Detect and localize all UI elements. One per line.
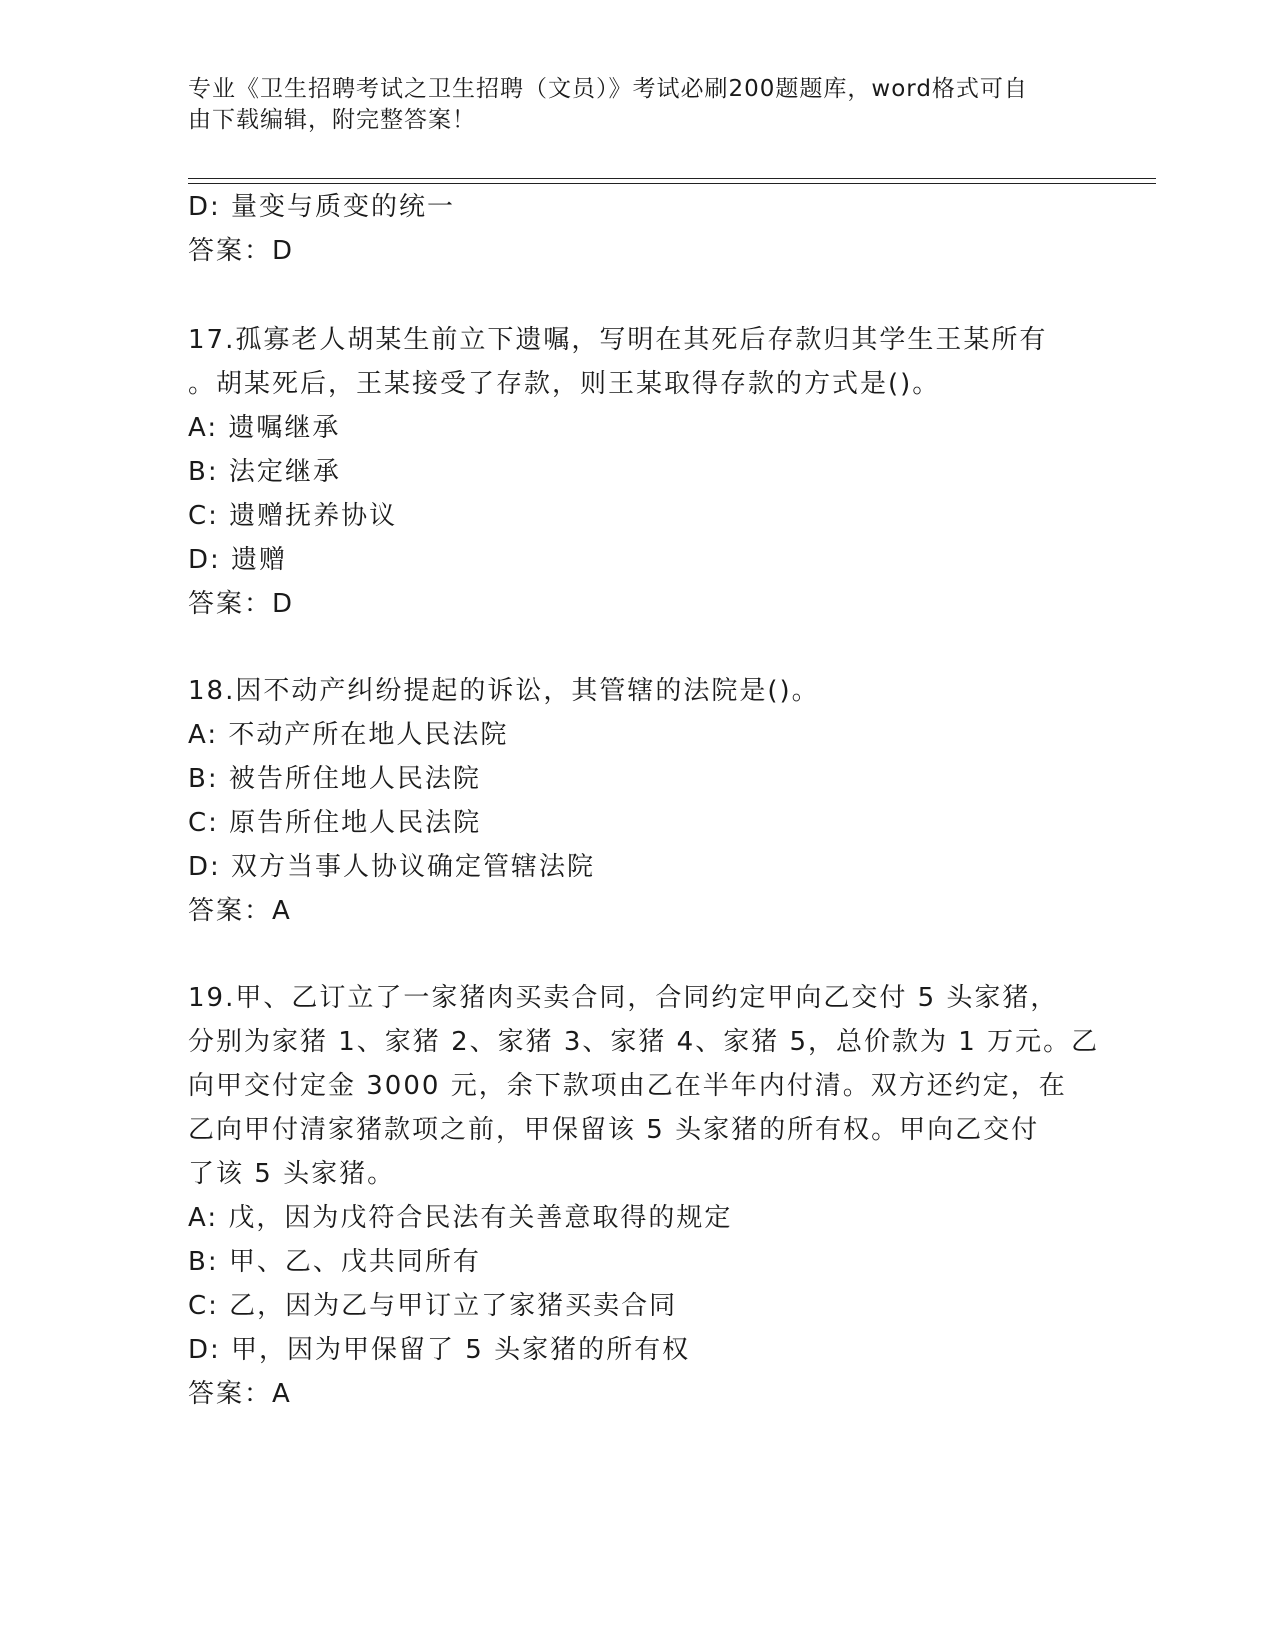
- question-19-text: 19.甲、乙订立了一家猪肉买卖合同，合同约定甲向乙交付 5 头家猪，: [188, 983, 1059, 1013]
- question-18-option-c: C: 原告所住地人民法院: [188, 808, 482, 838]
- question-18-answer: 答案：A: [188, 896, 292, 926]
- question-19-option-b: B: 甲、乙、戊共同所有: [188, 1247, 481, 1277]
- question-19-text-cont-3: 乙向甲付清家猪款项之前，甲保留该 5 头家猪的所有权。甲向乙交付: [188, 1115, 1040, 1145]
- question-17-option-d: D: 遗赠: [188, 545, 288, 575]
- question-17-text-cont: 。胡某死后，王某接受了存款，则王某取得存款的方式是()。: [188, 369, 941, 399]
- answer: 答案：D: [188, 236, 295, 266]
- question-19-option-d: D: 甲，因为甲保留了 5 头家猪的所有权: [188, 1335, 691, 1365]
- question-17-option-b: B: 法定继承: [188, 457, 341, 487]
- question-17-option-c: C: 遗赠抚养协议: [188, 501, 398, 531]
- question-19-text-cont-2: 向甲交付定金 3000 元，余下款项由乙在半年内付清。双方还约定，在: [188, 1071, 1067, 1101]
- question-18-option-b: B: 被告所住地人民法院: [188, 764, 481, 794]
- question-19-option-c: C: 乙，因为乙与甲订立了家猪买卖合同: [188, 1291, 678, 1321]
- question-19-text-cont-1: 分别为家猪 1、家猪 2、家猪 3、家猪 4、家猪 5，总价款为 1 万元。乙: [188, 1027, 1100, 1057]
- question-18-option-d: D: 双方当事人协议确定管辖法院: [188, 852, 596, 882]
- document-header: 专业《卫生招聘考试之卫生招聘（文员）》考试必刷200题题库，word格式可自 由下载编辑，附完整答案！: [188, 76, 1028, 133]
- header-rule-bottom: [188, 183, 1156, 184]
- header-rule-top: [188, 178, 1156, 179]
- option-d: D: 量变与质变的统一: [188, 192, 456, 222]
- question-19-text-cont-4: 了该 5 头家猪。: [188, 1159, 396, 1189]
- question-17-option-a: A: 遗嘱继承: [188, 413, 341, 443]
- question-19-answer: 答案：A: [188, 1379, 292, 1409]
- question-18-text: 18.因不动产纠纷提起的诉讼，其管辖的法院是()。: [188, 676, 820, 706]
- question-19-option-a: A: 戊，因为戊符合民法有关善意取得的规定: [188, 1203, 733, 1233]
- question-17-answer: 答案：D: [188, 589, 295, 619]
- question-18-option-a: A: 不动产所在地人民法院: [188, 720, 509, 750]
- question-17-text: 17.孤寡老人胡某生前立下遗嘱，写明在其死后存款归其学生王某所有: [188, 325, 1048, 355]
